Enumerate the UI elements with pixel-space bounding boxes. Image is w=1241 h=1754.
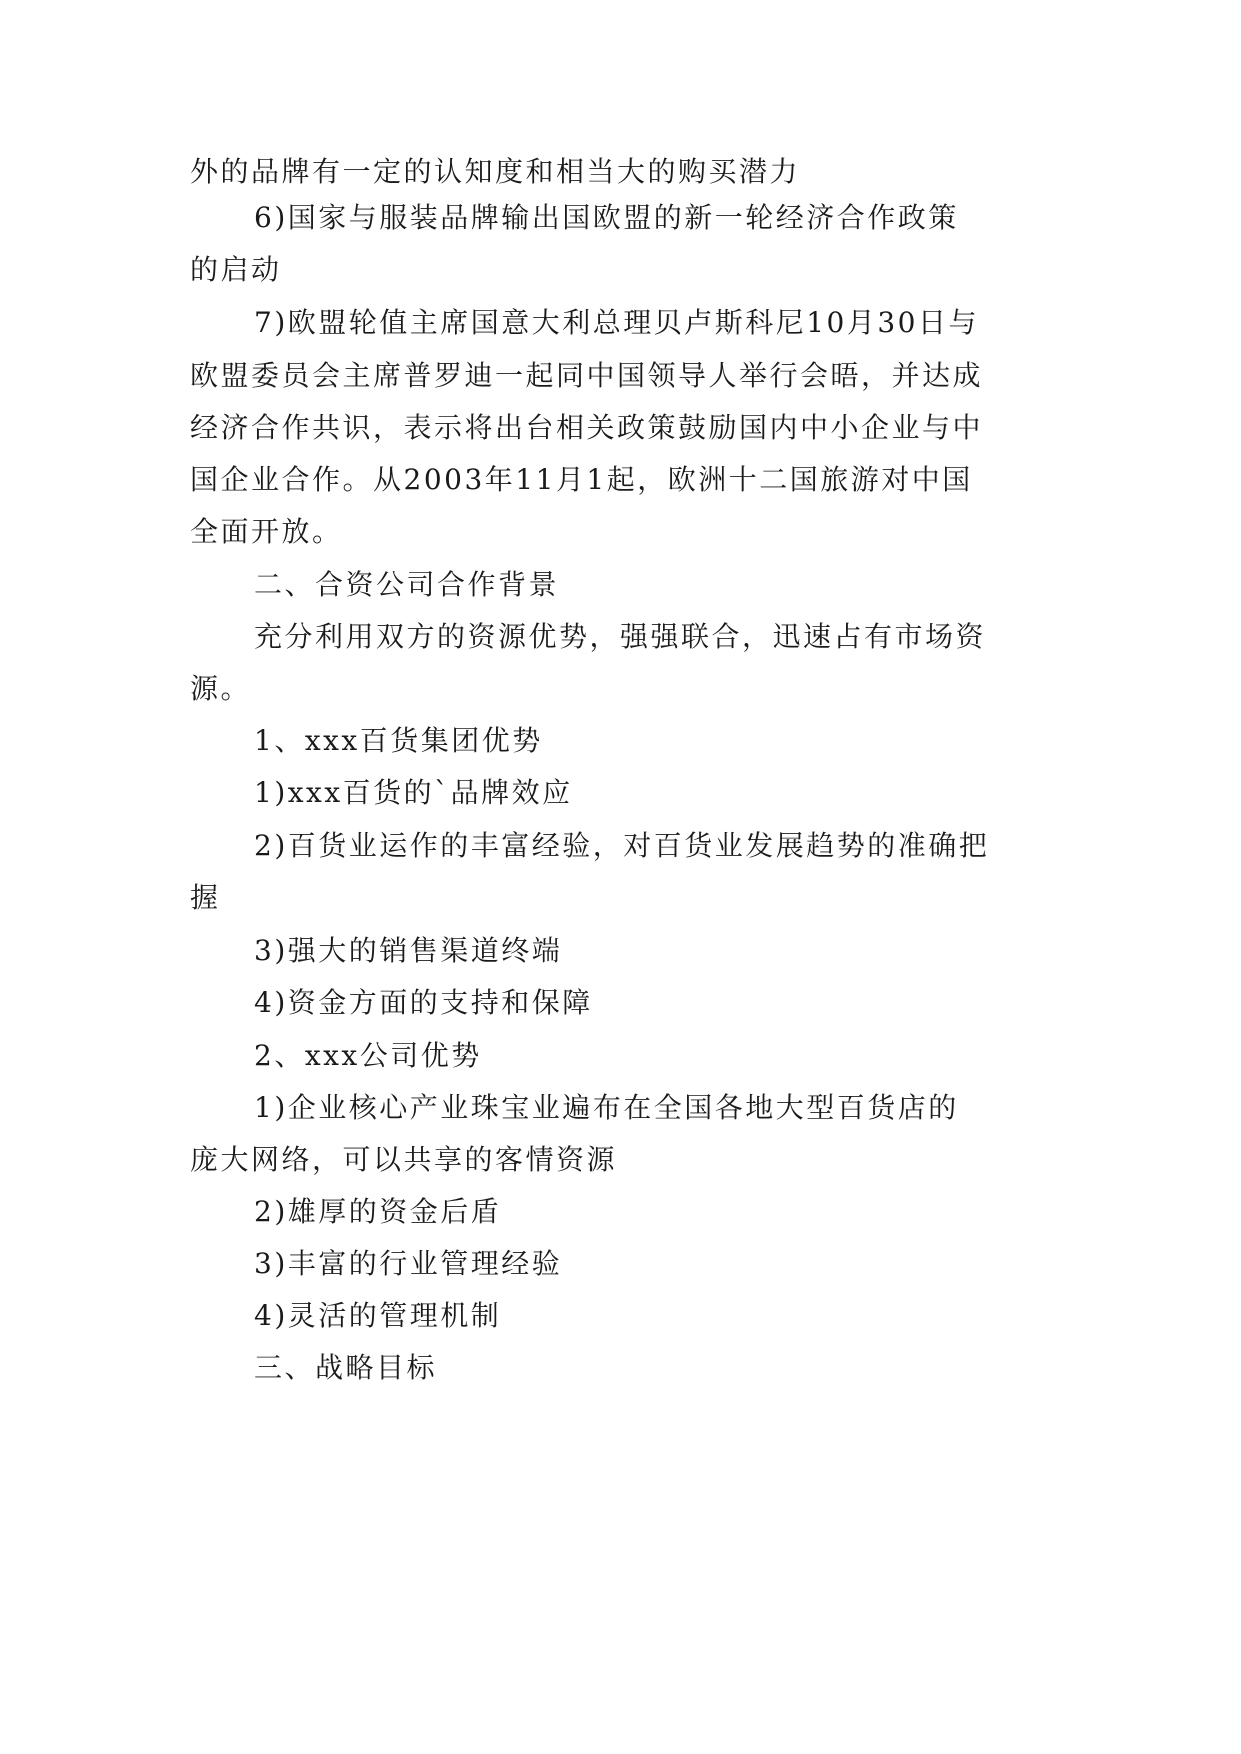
text-line: 国企业合作。从2003年11月1起，欧洲十二国旅游对中国 [190,463,973,496]
subsection-heading: 2、xxx公司优势 [254,1039,482,1072]
text-line: 2)雄厚的资金后盾 [254,1195,502,1228]
text-line: 1)企业核心产业珠宝业遍布在全国各地大型百货店的 [254,1091,959,1124]
section-heading: 二、合资公司合作背景 [254,568,560,601]
text-line: 源。 [190,672,252,705]
text-line: 7)欧盟轮值主席国意大利总理贝卢斯科尼10月30日与 [254,306,979,339]
text-line: 庞大网络，可以共享的客情资源 [190,1143,618,1176]
subsection-heading: 1、xxx百货集团优势 [254,724,543,757]
text-line: 经济合作共识，表示将出台相关政策鼓励国内中小企业与中 [190,411,984,444]
section-heading: 三、战略目标 [254,1351,438,1384]
text-line: 外的品牌有一定的认知度和相当大的购买潜力 [190,155,801,188]
text-line: 6)国家与服装品牌输出国欧盟的新一轮经济合作政策 [254,201,959,234]
text-line: 1)xxx百货的`品牌效应 [254,776,573,809]
text-line: 的启动 [190,253,282,286]
text-line: 3)丰富的行业管理经验 [254,1247,563,1280]
text-line: 欧盟委员会主席普罗迪一起同中国领导人举行会晤，并达成 [190,359,984,392]
text-line: 4)灵活的管理机制 [254,1299,502,1332]
text-line: 充分利用双方的资源优势，强强联合，迅速占有市场资 [254,620,987,653]
text-line: 3)强大的销售渠道终端 [254,934,563,967]
text-line: 4)资金方面的支持和保障 [254,986,593,1019]
text-line: 握 [190,881,221,914]
text-line: 全面开放。 [190,515,343,548]
text-line: 2)百货业运作的丰富经验，对百货业发展趋势的准确把 [254,829,990,862]
